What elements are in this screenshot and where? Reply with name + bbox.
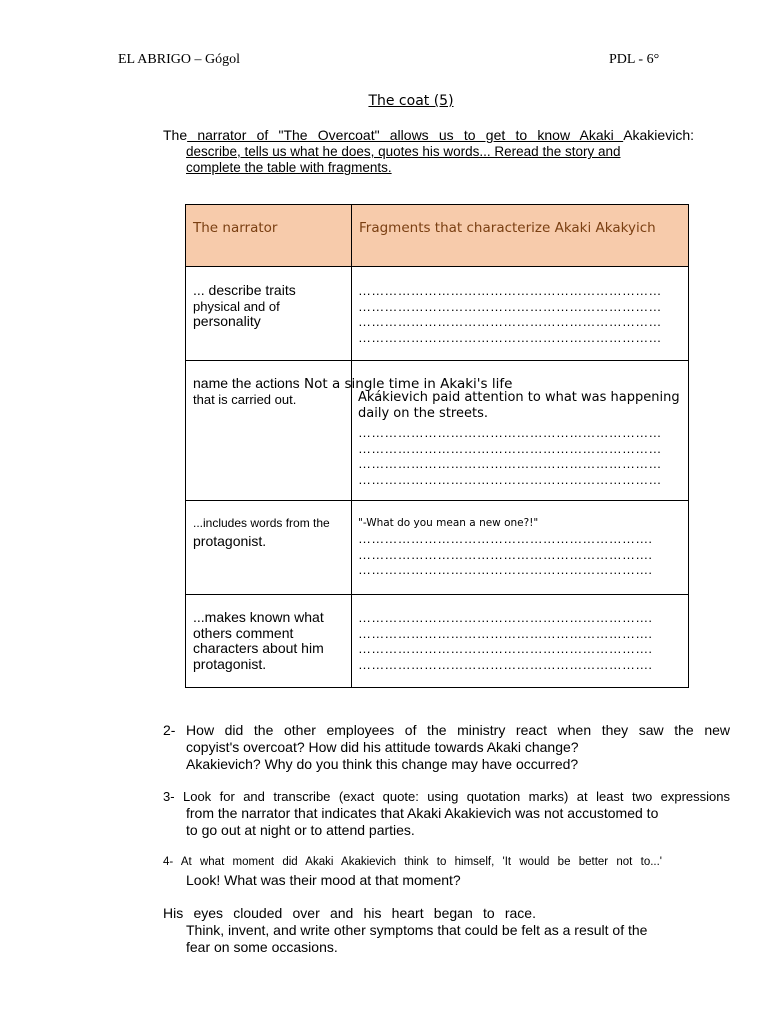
fragments-table bbox=[185, 204, 689, 688]
intro-underlined: narrator of "The Overcoat" allows us to get to know Akaki bbox=[187, 127, 624, 143]
label-cell: ... describe traits physical and of personality bbox=[186, 267, 352, 361]
blank-line[interactable]: …………………………………………………………. bbox=[358, 546, 653, 562]
fragment-cell bbox=[352, 267, 689, 361]
intro-start: The bbox=[163, 127, 188, 143]
header-left: EL ABRIGO – Gógol bbox=[118, 52, 240, 67]
label-cell: ...includes words from the protagonist. bbox=[186, 501, 352, 595]
header-cell-fragments: Fragments that characterize Akaki Akakyich bbox=[352, 205, 689, 267]
intro-line-1 bbox=[163, 127, 694, 143]
header-cell-narrator: The narrator bbox=[186, 205, 352, 267]
blank-line[interactable]: …………………………………………………………… bbox=[358, 283, 662, 298]
blank-line[interactable]: …………………………………………………………. bbox=[358, 625, 653, 641]
blank-line[interactable]: …………………………………………………………. bbox=[358, 656, 653, 672]
blank-line[interactable]: …………………………………………………………… bbox=[358, 471, 662, 487]
blank-line[interactable]: …………………………………………………………. bbox=[358, 562, 653, 578]
question-2: 2- How did the other employees of the ministry react when they saw the new copyist's overcoat? How did his attitude towards Akaki change? Akakievich? Why do you think this change may have occurred? bbox=[163, 722, 730, 772]
blank-line[interactable]: …………………………………………………………… bbox=[358, 329, 662, 345]
fragment-cell bbox=[304, 361, 689, 501]
table-header-row bbox=[186, 205, 689, 267]
intro-end: Akakievich: bbox=[623, 127, 694, 143]
blank-line[interactable]: …………………………………………………………… bbox=[358, 314, 662, 330]
label-cell: name the actions that is carried out. bbox=[186, 361, 352, 501]
question-4: 4- At what moment did Akaki Akakievich think to himself, 'It would be better not to...' Look! What was their mood at that moment? bbox=[163, 856, 662, 888]
blank-line[interactable]: …………………………………………………………. bbox=[358, 531, 653, 546]
intro-line-3: complete the table with fragments. bbox=[186, 160, 392, 175]
quote-text: "-What do you mean a new one?!" bbox=[358, 517, 539, 529]
page-title: The coat (5) bbox=[368, 93, 454, 109]
header-right: PDL - 6° bbox=[609, 52, 660, 67]
blank-line[interactable]: …………………………………………………………… bbox=[358, 425, 662, 440]
table-row bbox=[186, 267, 689, 361]
table-row bbox=[186, 595, 689, 688]
closing-task: His eyes clouded over and his heart began to race. Think, invent, and write other symptoms that could be felt as a result of the fear on some occasions. bbox=[163, 905, 648, 955]
blank-line[interactable]: …………………………………………………………… bbox=[358, 456, 662, 472]
blank-line[interactable]: …………………………………………………………… bbox=[358, 298, 662, 314]
label-cell: ...makes known what others comment characters about him protagonist. bbox=[186, 595, 352, 688]
intro-line-2: describe, tells us what he does, quotes his words... Reread the story and bbox=[186, 144, 621, 159]
blank-line[interactable]: …………………………………………………………… bbox=[358, 440, 662, 456]
fragment-extra: Akákievich paid attention to what was happening daily on the streets. bbox=[358, 390, 680, 421]
table-row bbox=[186, 501, 689, 595]
fragment-text: Not a single time in Akaki's life bbox=[304, 376, 513, 392]
table-row bbox=[186, 361, 689, 501]
blank-line[interactable]: …………………………………………………………. bbox=[358, 641, 653, 657]
fragment-cell bbox=[352, 595, 689, 688]
blank-line[interactable]: …………………………………………………………. bbox=[358, 610, 653, 625]
fragment-cell bbox=[352, 501, 689, 595]
question-3: 3- Look for and transcribe (exact quote: using quotation marks) at least two expressions from the narrator that indicates that Akaki Akakievich was not accustomed to to go out at night or to attend parties. bbox=[163, 789, 730, 838]
